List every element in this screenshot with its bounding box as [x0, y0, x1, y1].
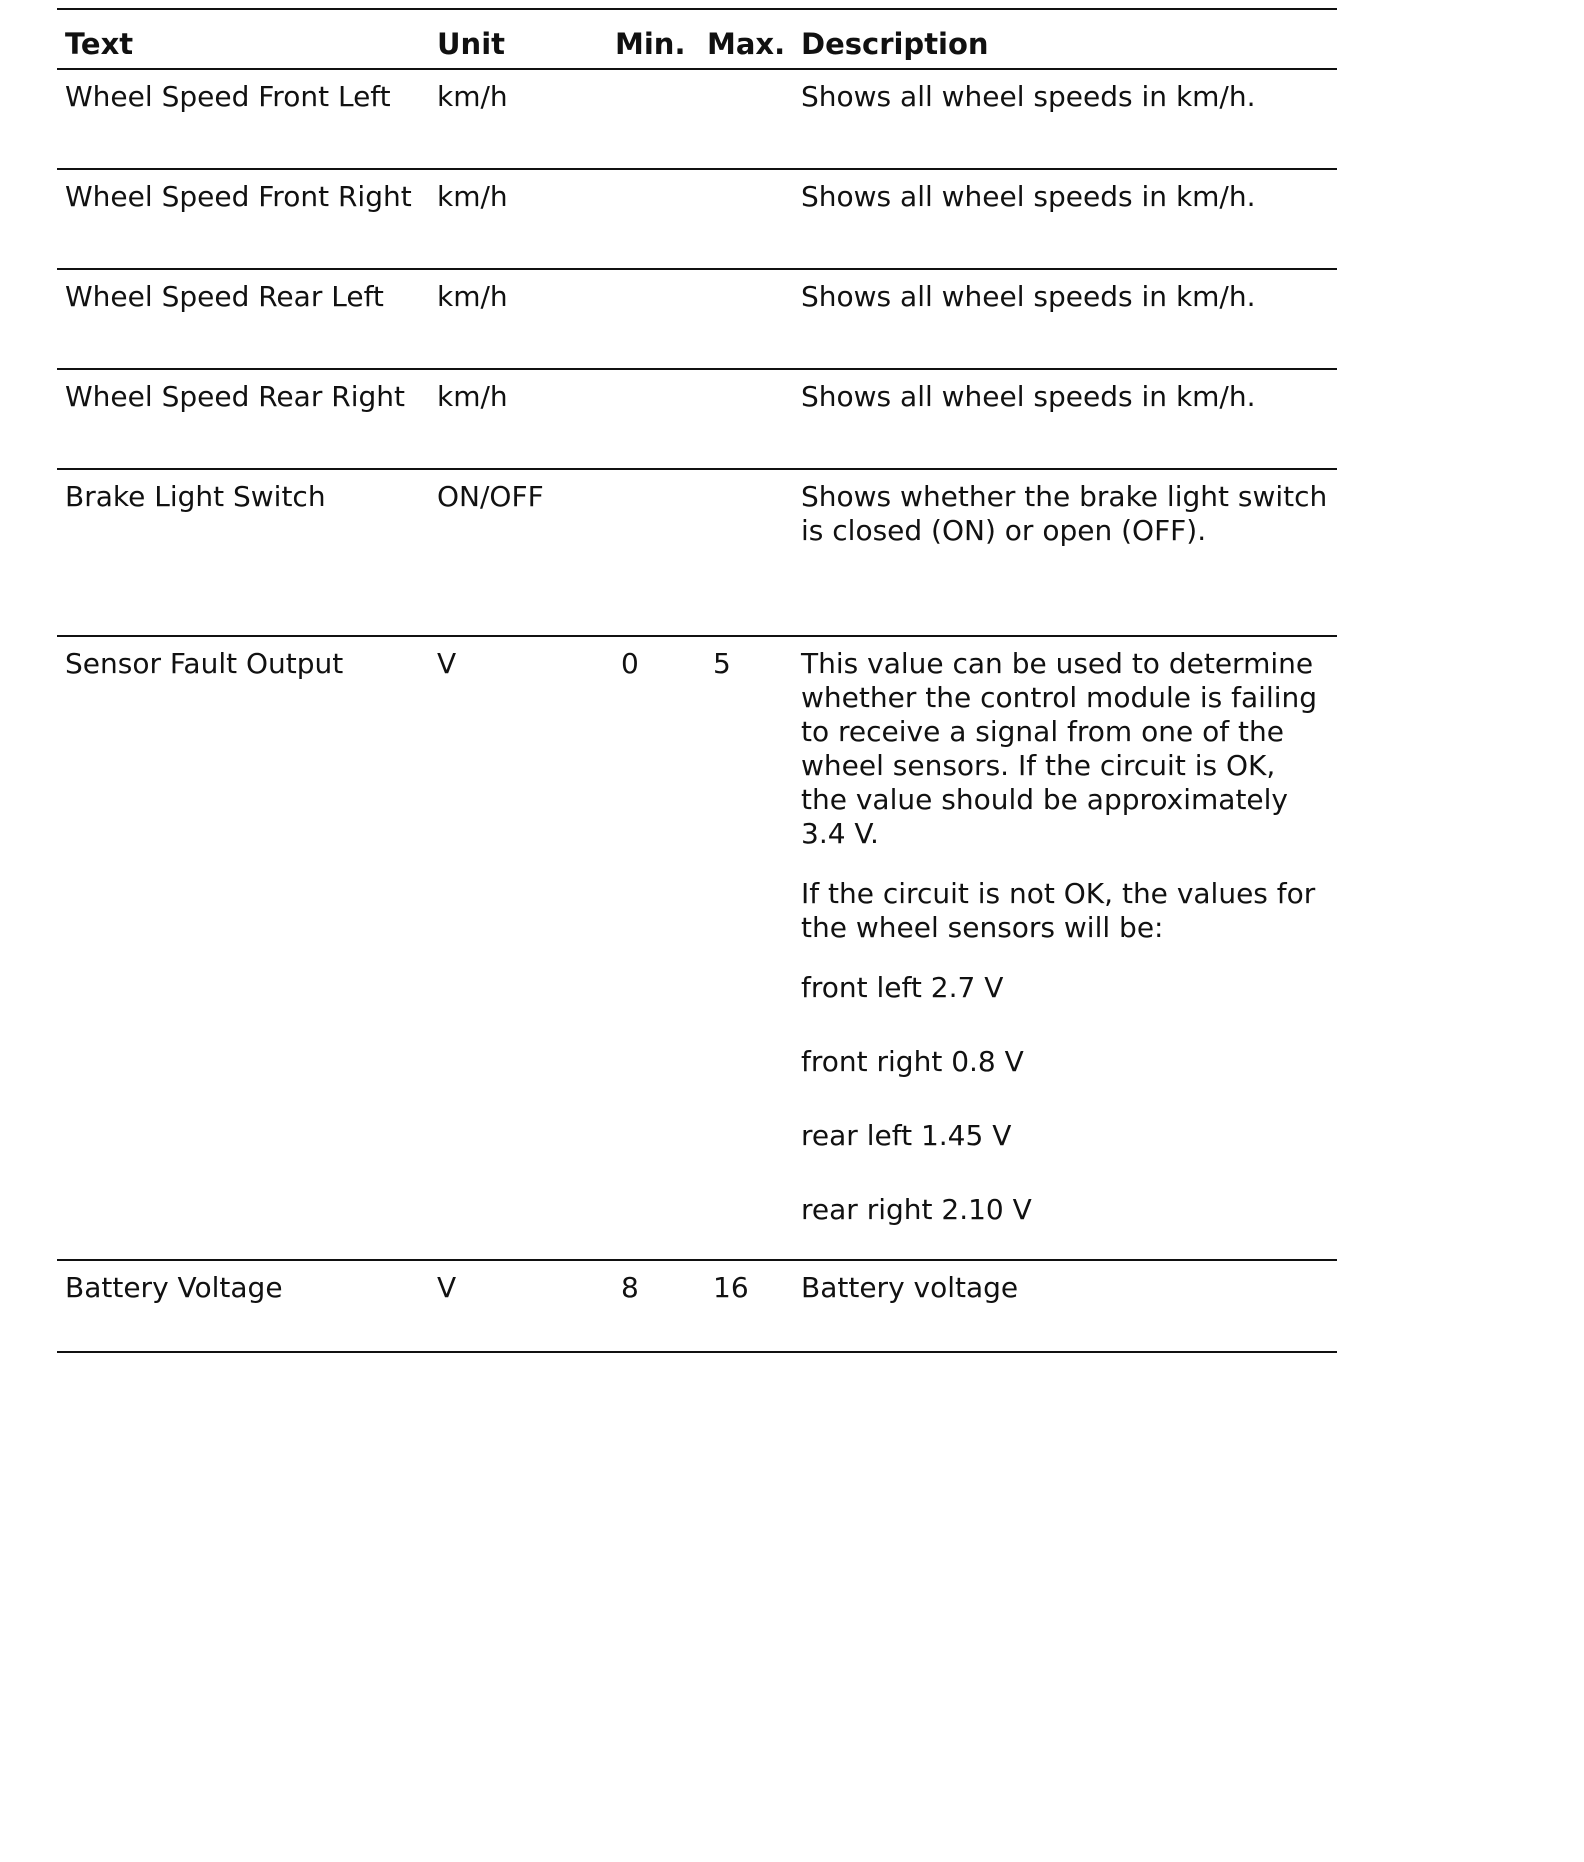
table-row	[57, 69, 1337, 169]
header-description: Description	[801, 27, 989, 61]
cell-description: Shows whether the brake light switch is closed (ON) or open (OFF).	[801, 480, 1328, 547]
cell-text: Wheel Speed Rear Left	[65, 280, 384, 313]
cell-description: Shows all wheel speeds in km/h.	[801, 280, 1256, 313]
cell-description: Battery voltage	[801, 1271, 1019, 1304]
cell-description	[793, 636, 1337, 1260]
cell-max	[701, 69, 793, 169]
parameter-table	[57, 8, 1337, 1353]
cell-text: Wheel Speed Front Left	[65, 80, 391, 113]
description-paragraph: This value can be used to determine whether the control module is failing to receive a signal from one of the wheel sensors. If the circuit is OK, the value should be approximately 3.4 V.	[801, 647, 1318, 850]
cell-description: Shows all wheel speeds in km/h.	[801, 380, 1256, 413]
sensor-value-rear-right: rear right 2.10 V	[801, 1193, 1032, 1226]
cell-unit: km/h	[437, 280, 508, 313]
header-unit: Unit	[437, 27, 505, 61]
cell-description: Shows all wheel speeds in km/h.	[801, 80, 1256, 113]
cell-max	[701, 169, 793, 269]
cell-text: Battery Voltage	[65, 1271, 283, 1304]
wheel-sensor-values	[801, 971, 1329, 1227]
cell-unit: km/h	[437, 380, 508, 413]
table-row	[57, 1260, 1337, 1352]
cell-min	[609, 469, 701, 636]
cell-text: Wheel Speed Front Right	[65, 180, 412, 213]
cell-description: Shows all wheel speeds in km/h.	[801, 180, 1256, 213]
table-header	[57, 9, 1337, 69]
cell-unit: km/h	[437, 180, 508, 213]
cell-min	[609, 269, 701, 369]
document-page	[57, 8, 1337, 1353]
sensor-value-front-right: front right 0.8 V	[801, 1045, 1024, 1078]
table-row	[57, 469, 1337, 636]
cell-min	[609, 69, 701, 169]
cell-min: 0	[621, 647, 639, 680]
table-row	[57, 169, 1337, 269]
cell-max: 5	[713, 647, 731, 680]
cell-text: Brake Light Switch	[65, 480, 326, 513]
cell-max	[701, 369, 793, 469]
header-min: Min.	[615, 27, 686, 61]
cell-min	[609, 369, 701, 469]
cell-max: 16	[713, 1271, 749, 1304]
header-text: Text	[65, 27, 134, 61]
cell-text: Wheel Speed Rear Right	[65, 380, 405, 413]
cell-unit: km/h	[437, 80, 508, 113]
header-row	[57, 9, 1337, 69]
table-row	[57, 636, 1337, 1260]
table-body	[57, 69, 1337, 1352]
header-max: Max.	[707, 27, 786, 61]
table-row	[57, 369, 1337, 469]
sensor-value-front-left: front left 2.7 V	[801, 971, 1004, 1004]
cell-min	[609, 169, 701, 269]
cell-max	[701, 469, 793, 636]
cell-unit: ON/OFF	[437, 480, 544, 513]
table-row	[57, 269, 1337, 369]
cell-min: 8	[621, 1271, 639, 1304]
cell-unit: V	[437, 647, 457, 680]
cell-max	[701, 269, 793, 369]
cell-text: Sensor Fault Output	[65, 647, 344, 680]
description-paragraph: If the circuit is not OK, the values for the wheel sensors will be:	[801, 877, 1316, 944]
sensor-value-rear-left: rear left 1.45 V	[801, 1119, 1012, 1152]
cell-unit: V	[437, 1271, 457, 1304]
